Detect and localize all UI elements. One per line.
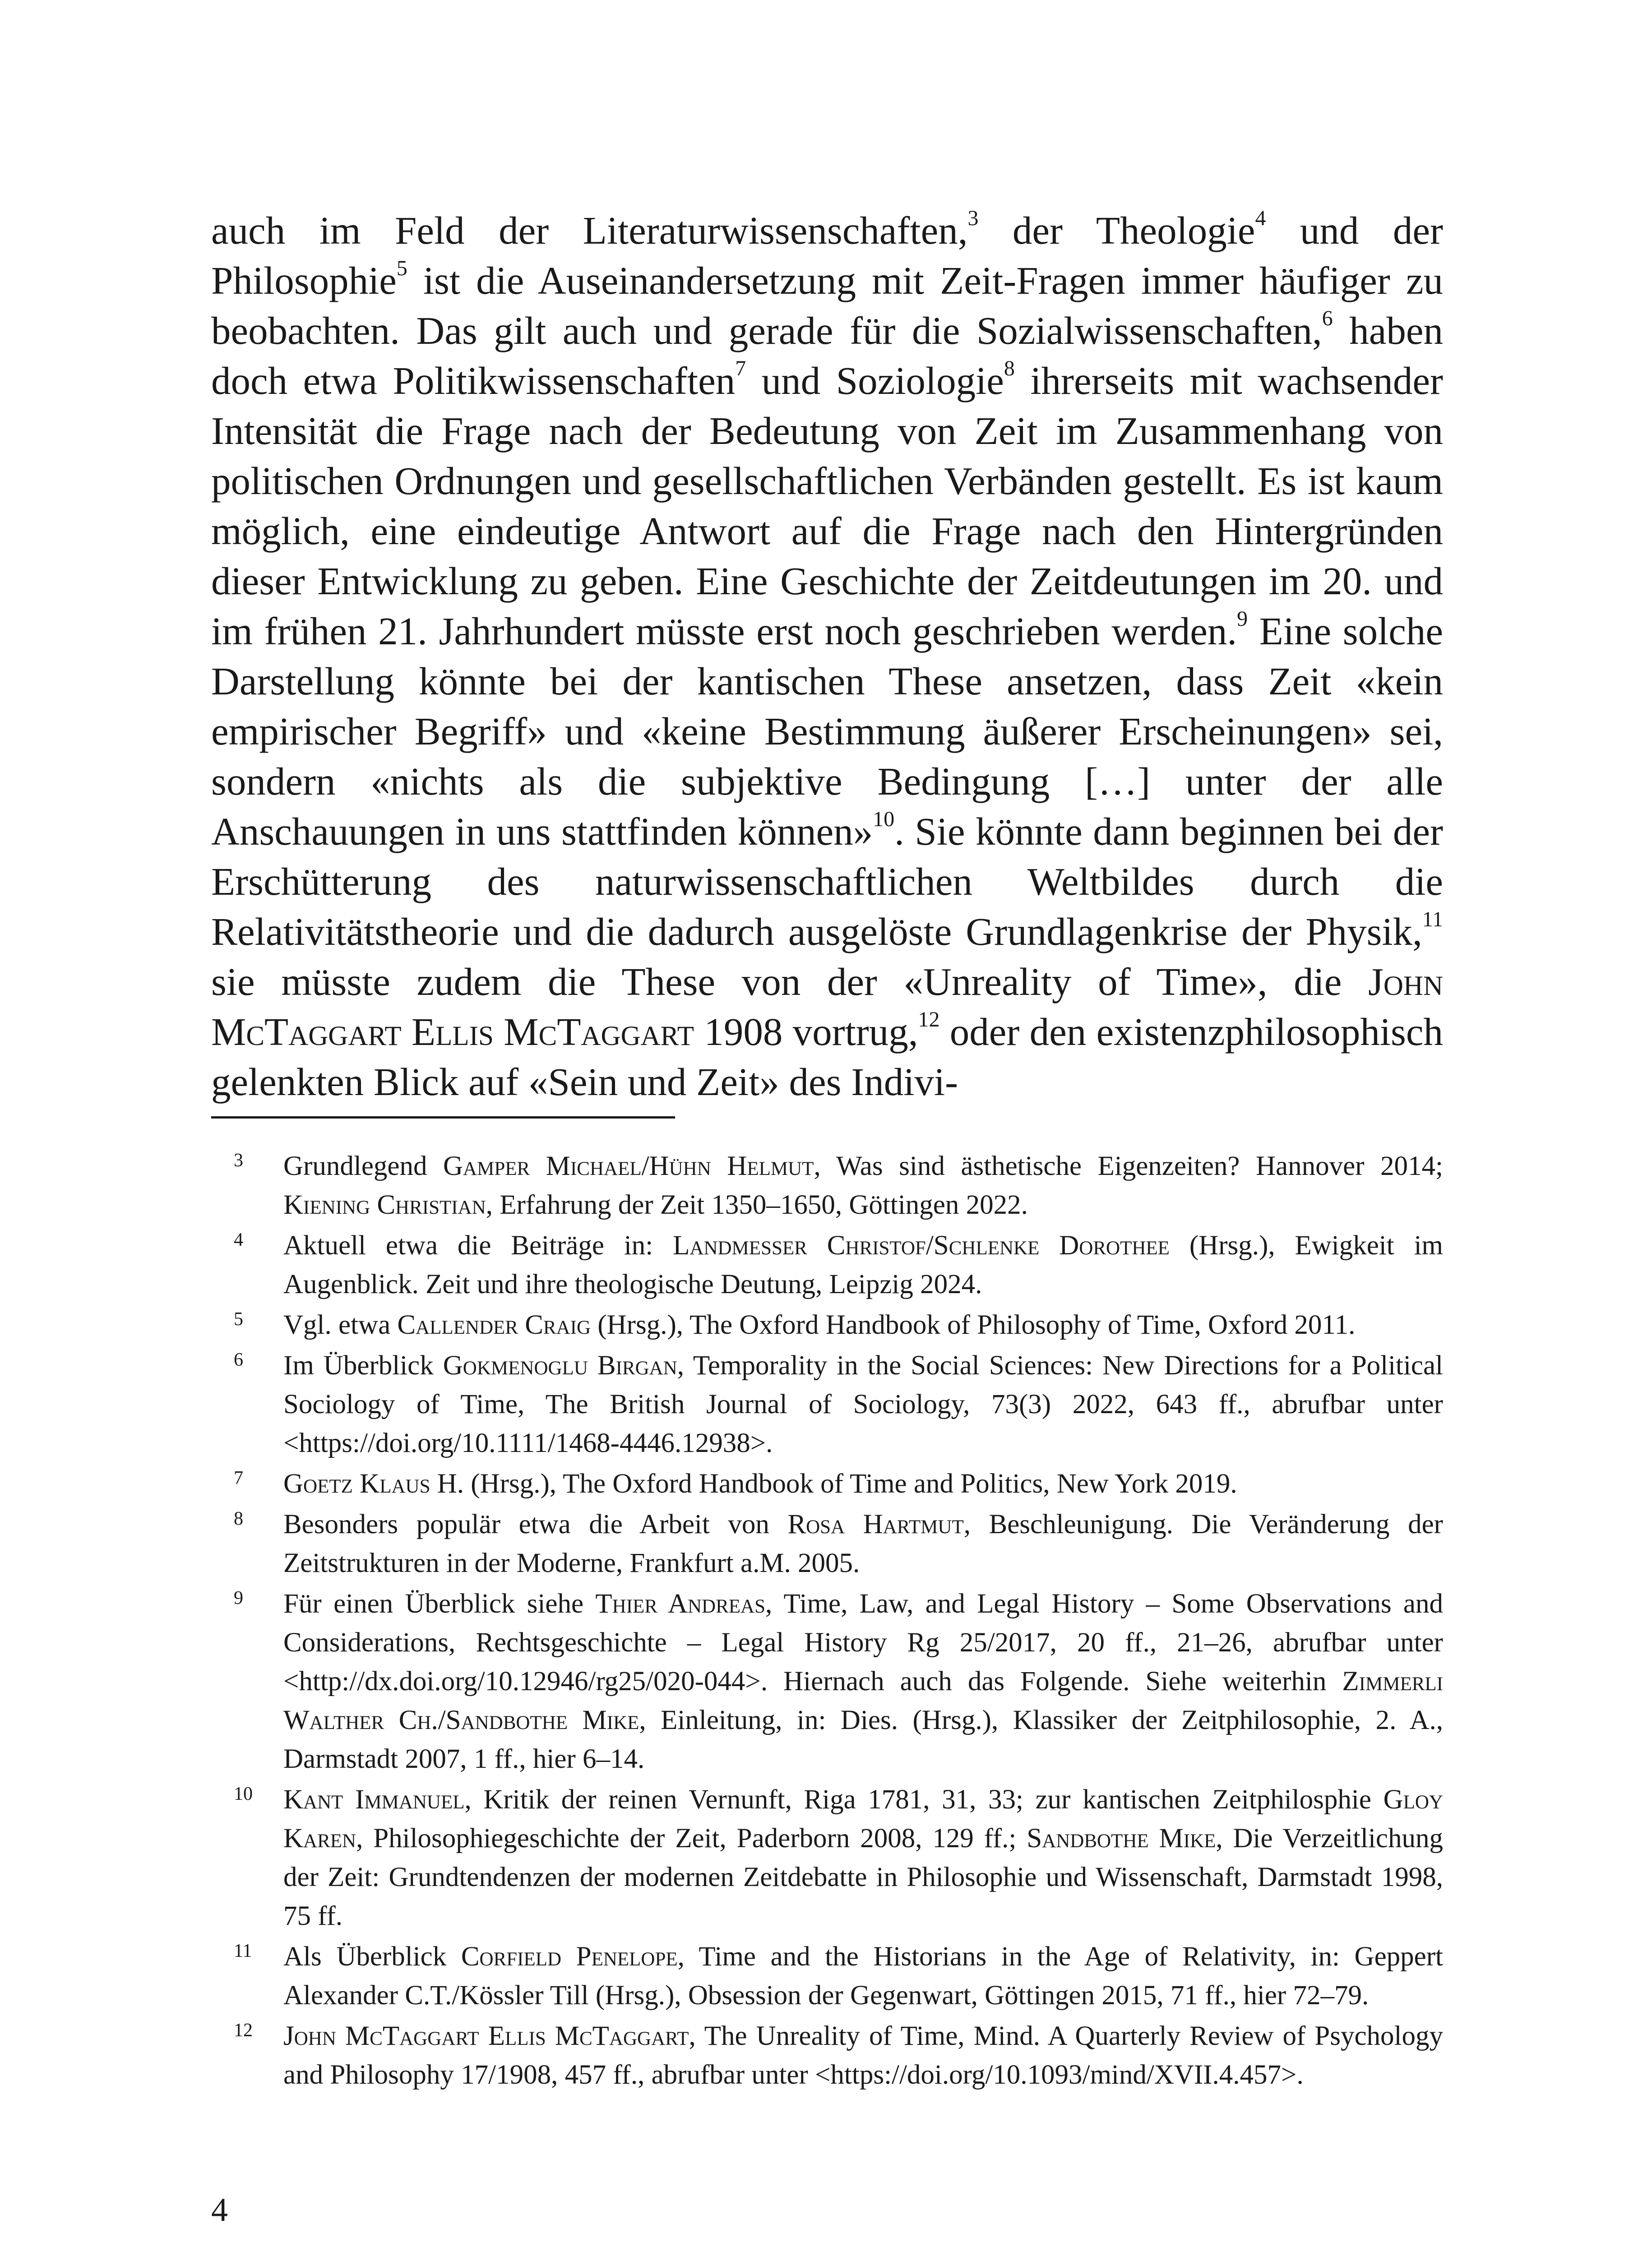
footnote-ref-5[interactable]: 5: [396, 256, 407, 281]
footnote-ref-11[interactable]: 11: [1422, 907, 1443, 932]
footnote-text-run: , Time, Law, and Legal History – Some Observations and Considerations, Rechtsgeschichte – Legal History Rg 25/2017, 20 ff., 21–26, abrufbar unter <http://dx.doi.org/10.12946/rg25/020-044>. Hiernach auch das Folgende. Siehe weiterhin: [283, 1589, 1443, 1697]
footnote-text-run: , Kritik der reinen Vernunft, Riga 1781, 31, 33; zur kantischen Zeitphilosphie: [464, 1784, 1384, 1815]
footnote-ref-10[interactable]: 10: [873, 807, 895, 832]
footnote-text-run: Im Überblick: [283, 1350, 443, 1381]
footnote-number: 10: [234, 1784, 253, 1804]
author-name-smallcaps: Gokmenoglu Birgan: [443, 1350, 677, 1381]
footnote-text-run: , Erfahrung der Zeit 1350–1650, Göttingen 2022.: [486, 1190, 1028, 1220]
body-text-run: sie müsste zudem die These von der «Unreality of Time», die: [211, 960, 1368, 1003]
footnote-number: 4: [234, 1230, 243, 1250]
footnote-text-run: Für einen Überblick siehe: [283, 1589, 596, 1619]
footnote-text-run: , Beschleunigung. Die Veränderung der Zeitstrukturen in der Moderne, Frankfurt a.M. 2005.: [283, 1509, 1443, 1578]
footnote-text: [283, 2017, 1443, 2094]
body-text-run: haben doch etwa Politikwissenschaften: [211, 309, 1443, 402]
footnote-text: [283, 1780, 1443, 1936]
body-text-run: ist die Auseinandersetzung mit Zeit-Fragen immer häufiger zu beobachten. Das gilt auch und gerade für die Sozialwissenschaften,: [211, 259, 1443, 352]
author-name-smallcaps: John McTaggart Ellis McTaggart: [211, 960, 1443, 1054]
footnote-9: [211, 1585, 1443, 1779]
footnote-ref-7[interactable]: 7: [735, 356, 746, 381]
footnote-text-run: , Temporality in the Social Sciences: New Directions for a Political Sociology of Time, The British Journal of Sociology, 73(3) 2022, 643 ff., abrufbar unter <https://doi.org/10.1111/1468-4446.12938>.: [283, 1350, 1444, 1458]
footnote-11: [211, 1937, 1443, 2015]
body-text-run: . Sie könnte dann beginnen bei der Erschütterung des naturwissenschaftlichen Weltbildes durch die Relativitätstheorie und die dadurch ausgelöste Grundlagenkrise der Physik,: [211, 809, 1443, 953]
author-name-smallcaps: Zimmerli Walther Ch./Sandbothe Mike: [283, 1666, 1443, 1735]
footnote-text: [283, 1505, 1443, 1583]
body-text-run: ihrerseits mit wachsender Intensität die Frage nach der Bedeutung von Zeit im Zusammenhang von politischen Ordnungen und gesellschaftlichen Verbänden gestellt. Es ist kaum möglich, eine eindeutige Antwort auf die Frage nach den Hintergründen dieser Entwicklung zu geben. Eine Geschichte der Zeitdeutungen im 20. und im frühen 21. Jahrhundert müsste erst noch geschrieben werden.: [211, 359, 1443, 653]
body-text-run: oder den existenzphilosophisch gelenkten Blick auf «Sein und Zeit» des Indivi-: [211, 1010, 1444, 1104]
footnote-number: 5: [234, 1309, 243, 1330]
page-number: 4: [211, 2191, 228, 2228]
footnote-text: [283, 1465, 1443, 1503]
footnote-number: 12: [234, 2020, 253, 2041]
author-name-smallcaps: Landmesser Christof/Schlenke Dorothee: [673, 1230, 1170, 1261]
author-name-smallcaps: Thier Andreas: [595, 1589, 766, 1619]
footnote-text-run: (Hrsg.), The Oxford Handbook of Philosophy of Time, Oxford 2011.: [591, 1310, 1356, 1340]
body-paragraph: [211, 205, 1443, 1107]
author-name-smallcaps: Kiening Christian: [283, 1190, 486, 1220]
author-name-smallcaps: John McTaggart Ellis McTaggart: [283, 2021, 689, 2051]
footnote-text: [283, 1226, 1443, 1304]
footnote-text-run: Als Überblick: [283, 1942, 461, 1972]
footnote-text-run: (Hrsg.), Ewigkeit im Augenblick. Zeit und ihre theologische Deutung, Leipzig 2024.: [283, 1230, 1443, 1299]
footnote-ref-4[interactable]: 4: [1255, 206, 1266, 231]
author-name-smallcaps: Gamper Michael/Hühn Helmut: [443, 1151, 814, 1181]
footnote-3: [211, 1147, 1443, 1225]
footnote-text-run: , Time and the Historians in the Age of Relativity, in: Geppert Alexander C.T./Kössler Till (Hrsg.), Obsession der Gegenwart, Göttingen 2015, 71 ff., hier 72–79.: [283, 1942, 1443, 2011]
footnote-number: 11: [234, 1941, 252, 1961]
footnote-6: [211, 1346, 1443, 1463]
footnote-number: 8: [234, 1508, 243, 1529]
footnote-text-run: , Einleitung, in: Dies. (Hrsg.), Klassiker der Zeitphilosophie, 2. A., Darmstadt 2007, 1 ff., hier 6–14.: [283, 1705, 1444, 1774]
footnote-10: [211, 1780, 1443, 1936]
footnote-ref-9[interactable]: 9: [1237, 607, 1248, 631]
author-name-smallcaps: Corfield Penelope: [461, 1942, 678, 1972]
footnote-text-run: Grundlegend: [283, 1151, 443, 1181]
footnote-ref-12[interactable]: 12: [918, 1008, 940, 1032]
body-text-run: auch im Feld der Literaturwissenschaften,: [211, 208, 968, 252]
author-name-smallcaps: Callender Craig: [397, 1310, 591, 1340]
footnote-ref-3[interactable]: 3: [967, 206, 979, 231]
body-text: [211, 205, 1443, 1107]
author-name-smallcaps: Rosa Hartmut: [787, 1509, 964, 1539]
footnote-text-run: , Was sind ästhetische Eigenzeiten? Hannover 2014;: [814, 1151, 1443, 1181]
footnote-4: [211, 1226, 1443, 1304]
footnote-text-run: H. (Hrsg.), The Oxford Handbook of Time and Politics, New York 2019.: [430, 1469, 1237, 1499]
footnote-ref-8[interactable]: 8: [1004, 356, 1015, 381]
footnote-text: [283, 1585, 1443, 1779]
footnote-text: [283, 1147, 1443, 1225]
footnote-text-run: Aktuell etwa die Beiträge in:: [283, 1230, 673, 1261]
footnote-number: 9: [234, 1588, 243, 1609]
footnote-text: [283, 1346, 1443, 1463]
footnote-8: [211, 1505, 1443, 1583]
footnote-text: [283, 1937, 1443, 2015]
author-name-smallcaps: Sandbothe Mike: [1027, 1823, 1216, 1854]
footnote-ref-6[interactable]: 6: [1322, 306, 1333, 331]
footnote-7: [211, 1465, 1443, 1503]
footnote-number: 3: [234, 1150, 243, 1171]
footnote-text: [283, 1306, 1443, 1345]
body-text-run: der Theologie: [978, 208, 1255, 252]
footnote-text-run: , The Unreality of Time, Mind. A Quarterly Review of Psychology and Philosophy 17/1908, 457 ff., abrufbar unter <https://doi.org/10.1093/mind/XVII.4.457>.: [283, 2021, 1443, 2090]
footnote-text-run: , Philosophiegeschichte der Zeit, Paderborn 2008, 129 ff.;: [356, 1823, 1027, 1854]
footnote-text-run: Vgl. etwa: [283, 1310, 398, 1340]
footnote-number: 7: [234, 1468, 243, 1489]
body-text-run: Eine solche Darstellung könnte bei der kantischen These ansetzen, dass Zeit «kein empirischer Begriff» und «keine Bestimmung äußerer Erscheinungen» sei, sondern «nichts als die subjektive Bedingung […] unter der alle Anschauungen in uns stattfinden können»: [211, 609, 1443, 853]
author-name-smallcaps: Goetz Klaus: [283, 1469, 430, 1499]
body-text-run: 1908 vortrug,: [694, 1010, 918, 1054]
footnote-12: [211, 2017, 1443, 2094]
author-name-smallcaps: Kant Immanuel: [283, 1784, 465, 1815]
footnotes-section: [211, 1147, 1443, 2096]
body-text-run: und der Philosophie: [211, 208, 1443, 302]
footnote-5: [211, 1306, 1443, 1345]
footnote-number: 6: [234, 1350, 243, 1370]
body-text-run: und Soziologie: [746, 359, 1004, 402]
footnote-separator: [211, 1116, 675, 1119]
author-name-smallcaps: Gloy Karen: [283, 1784, 1443, 1854]
footnote-text-run: , Die Verzeitlichung der Zeit: Grundtendenzen der modernen Zeitdebatte in Philosophie und Wissenschaft, Darmstadt 1998, 75 ff.: [283, 1823, 1443, 1931]
footnote-text-run: Besonders populär etwa die Arbeit von: [283, 1509, 788, 1539]
